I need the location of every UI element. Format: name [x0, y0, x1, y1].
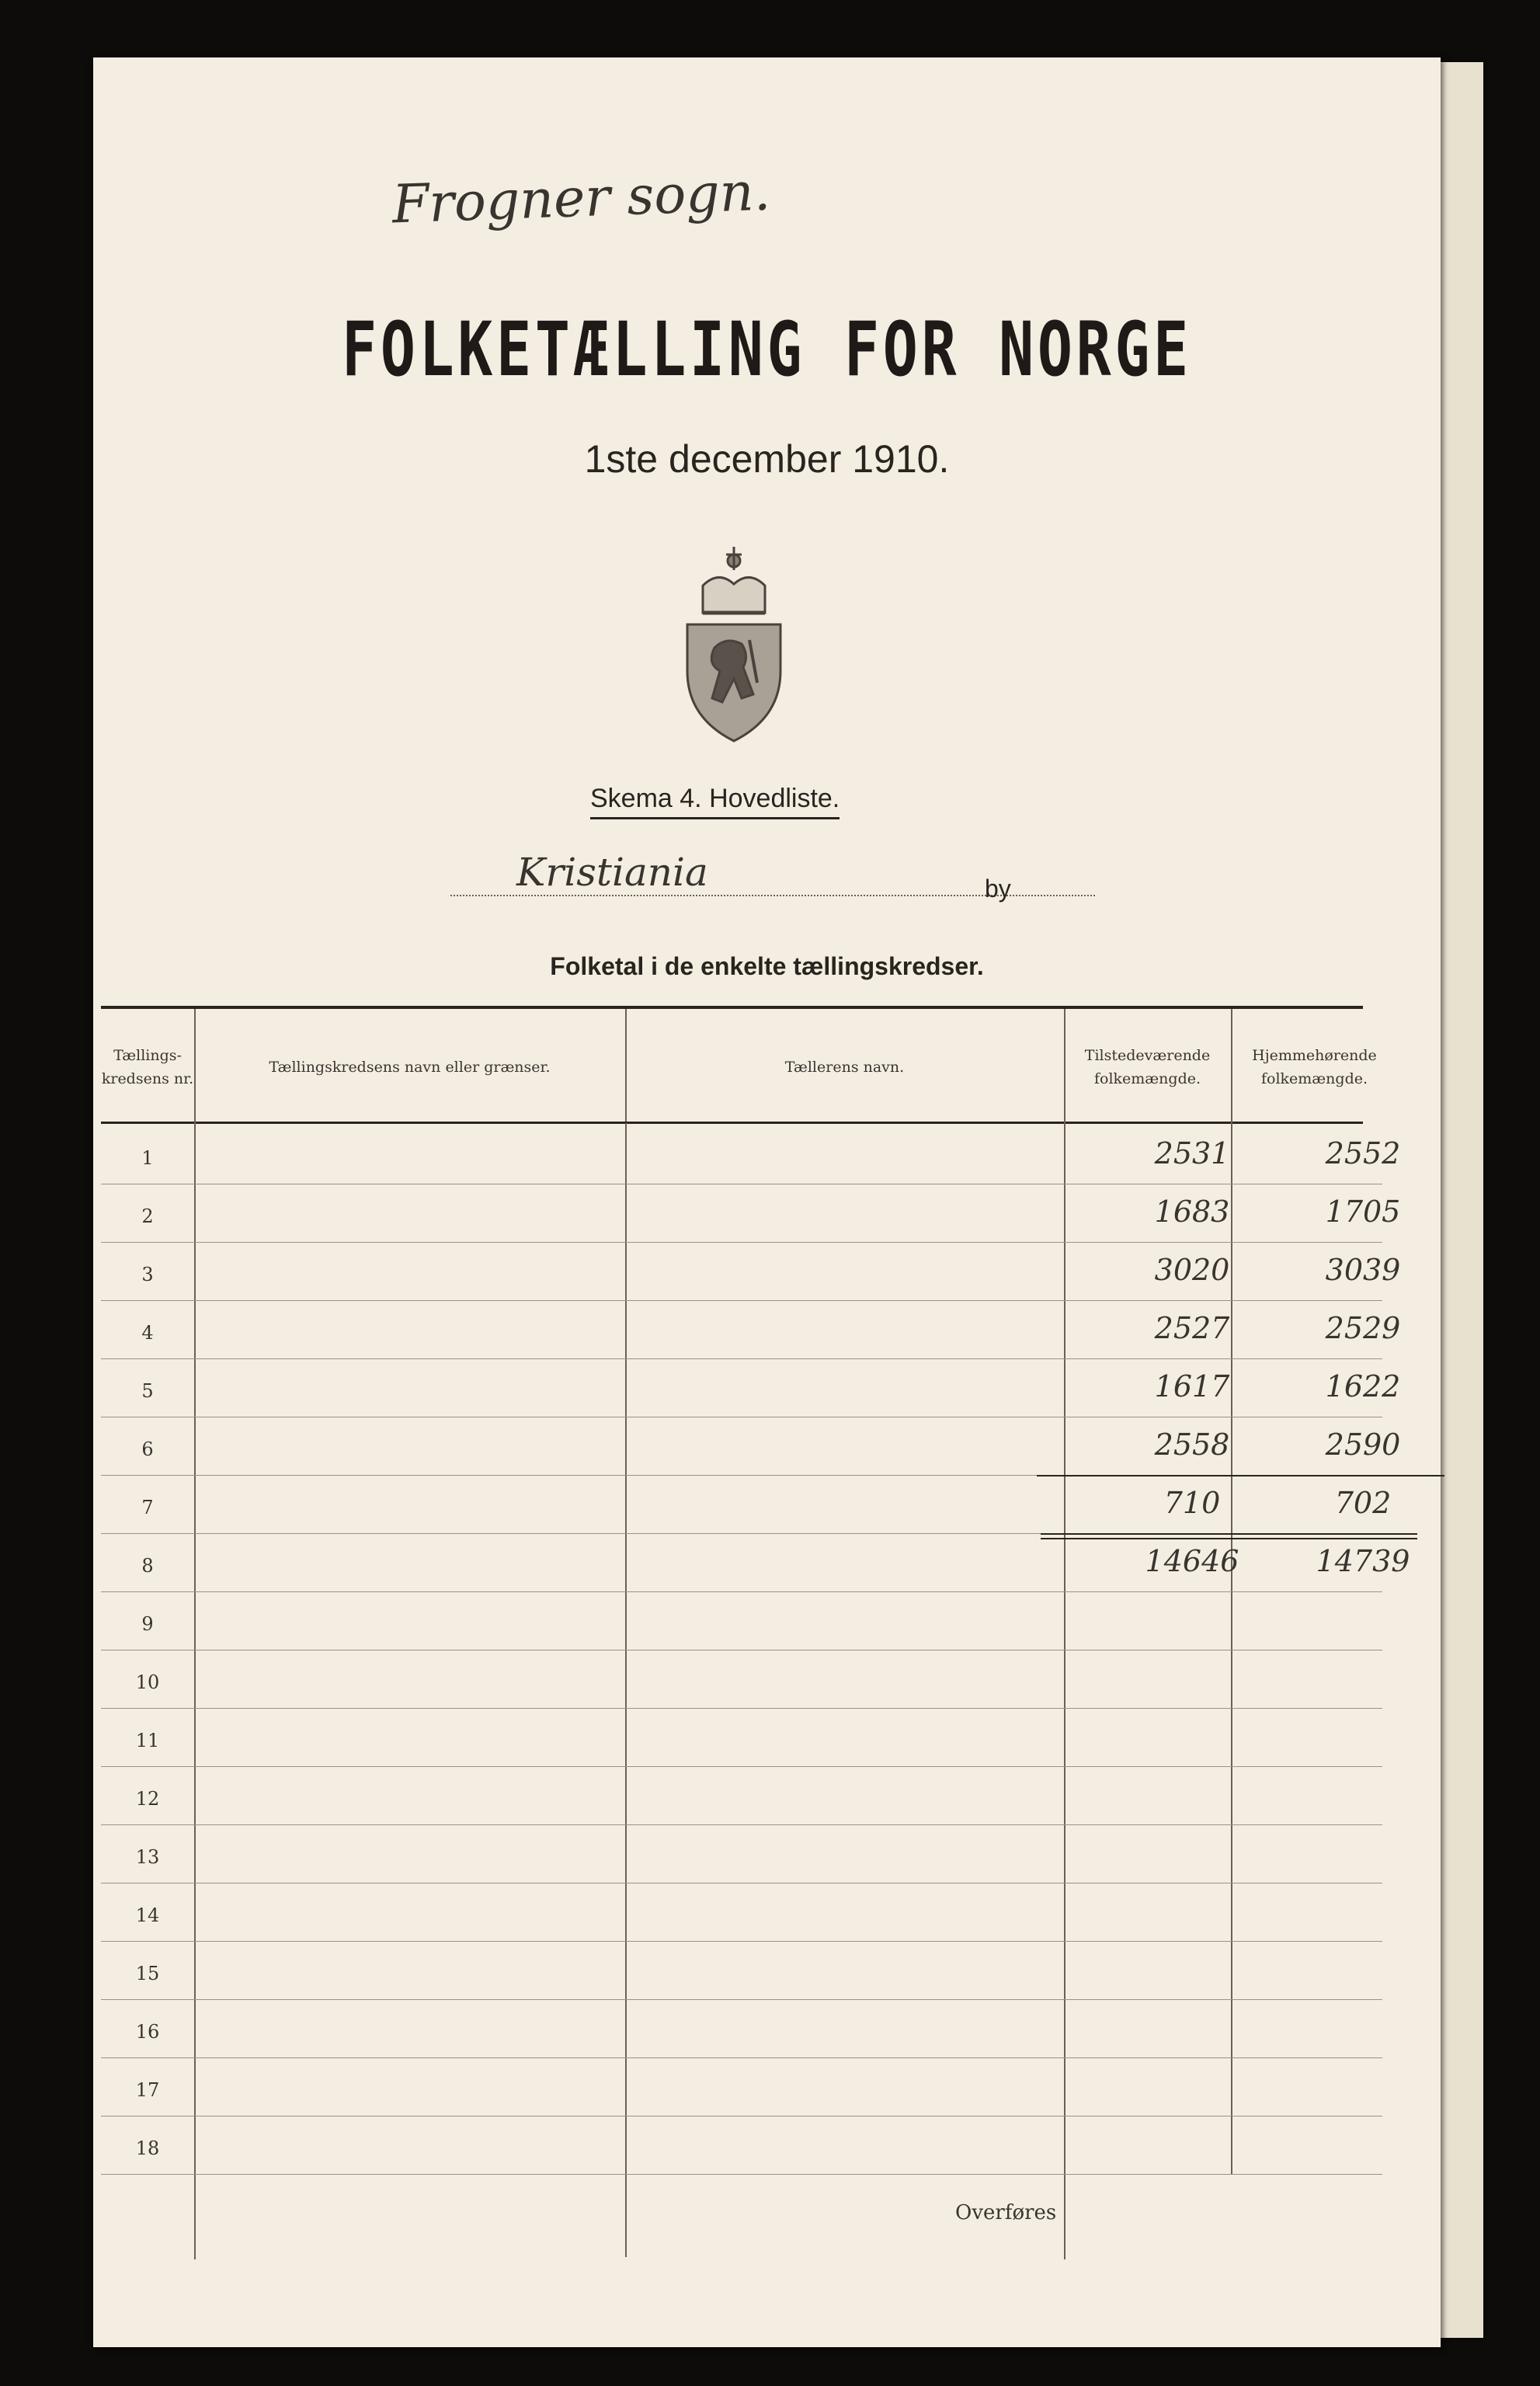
present-population-value: 2531 [1154, 1136, 1230, 1170]
row-number: 5 [141, 1380, 154, 1402]
row-number: 3 [141, 1264, 154, 1285]
total-line [1041, 1538, 1417, 1539]
row-number: 18 [135, 2137, 160, 2159]
table-row [101, 1358, 1401, 1417]
city-name-value: Kristiania [516, 850, 708, 895]
resident-population-value: 2590 [1325, 1428, 1401, 1462]
present-population-value: 3020 [1154, 1253, 1230, 1287]
table-row [101, 2116, 1382, 2175]
present-population-value: 1617 [1154, 1369, 1230, 1403]
row-number: 13 [135, 1846, 160, 1868]
table-row [101, 1883, 1382, 1942]
resident-population-value: 3039 [1325, 1253, 1401, 1287]
row-number: 14 [135, 1904, 160, 1926]
resident-population-value: 1622 [1325, 1369, 1401, 1403]
table-row [101, 1475, 1392, 1534]
table-row [101, 1708, 1382, 1767]
row-number: 7 [141, 1497, 154, 1518]
resident-population-value: 14739 [1316, 1544, 1410, 1578]
row-number: 4 [141, 1322, 154, 1344]
city-suffix: by [985, 875, 1011, 903]
row-number: 2 [141, 1205, 154, 1227]
table-row [101, 1300, 1401, 1359]
row-number: 16 [135, 2021, 160, 2043]
schema-label: Skema 4. Hovedliste. [590, 784, 840, 819]
row-number: 9 [141, 1613, 154, 1635]
table-row [101, 1650, 1382, 1709]
table-row [101, 1184, 1401, 1243]
header-present: Tilstedeværende folkemængde. [1084, 1047, 1211, 1087]
present-population-value: 2558 [1154, 1428, 1230, 1462]
table-row [101, 1242, 1401, 1301]
header-resident: Hjemmehørende folkemængde. [1252, 1047, 1377, 1087]
carry-forward-label: Overføres [955, 2201, 1057, 2224]
present-population-value: 1683 [1154, 1195, 1230, 1229]
norwegian-coat-of-arms-icon [672, 539, 796, 749]
table-row [101, 1417, 1401, 1476]
header-name: Tællingskredsens navn eller grænser. [269, 1059, 551, 1076]
form-title: FOLKETÆLLING FOR NORGE [342, 306, 1192, 393]
table-top-rule [101, 1006, 1363, 1009]
table-header-rule [101, 1122, 1363, 1124]
present-population-value: 710 [1163, 1486, 1221, 1520]
table-row [101, 1591, 1382, 1650]
present-population-value: 2527 [1154, 1311, 1230, 1345]
row-number: 11 [135, 1730, 160, 1751]
header-counter: Tællerens navn. [784, 1059, 905, 1076]
resident-population-value: 2552 [1325, 1136, 1401, 1170]
row-number: 12 [135, 1788, 160, 1810]
present-population-value: 14646 [1145, 1544, 1239, 1578]
row-number: 6 [141, 1438, 154, 1460]
table-row [101, 1766, 1382, 1825]
table-row [101, 1824, 1382, 1883]
table-row [101, 2057, 1382, 2116]
row-number: 8 [141, 1555, 154, 1577]
census-date: 1ste december 1910. [584, 437, 950, 481]
resident-population-value: 702 [1334, 1486, 1392, 1520]
total-line [1041, 1533, 1417, 1535]
parish-annotation: Frogner sogn. [391, 161, 772, 236]
row-number: 1 [141, 1147, 154, 1169]
table-row [101, 1125, 1401, 1184]
row-number: 15 [135, 1963, 160, 1984]
row-number: 17 [135, 2079, 160, 2101]
column-divider [625, 1009, 627, 1122]
header-nr: Tællings- kredsens nr. [101, 1047, 194, 1087]
row-number: 10 [135, 1671, 160, 1693]
table-row [101, 1533, 1410, 1592]
table-title: Folketal i de enkelte tællingskredser. [550, 952, 984, 980]
table-row [101, 1941, 1382, 2000]
resident-population-value: 2529 [1325, 1311, 1401, 1345]
table-row [101, 1999, 1382, 2058]
census-form [93, 57, 1441, 2347]
subtotal-line [1037, 1475, 1444, 1476]
resident-population-value: 1705 [1325, 1195, 1401, 1229]
